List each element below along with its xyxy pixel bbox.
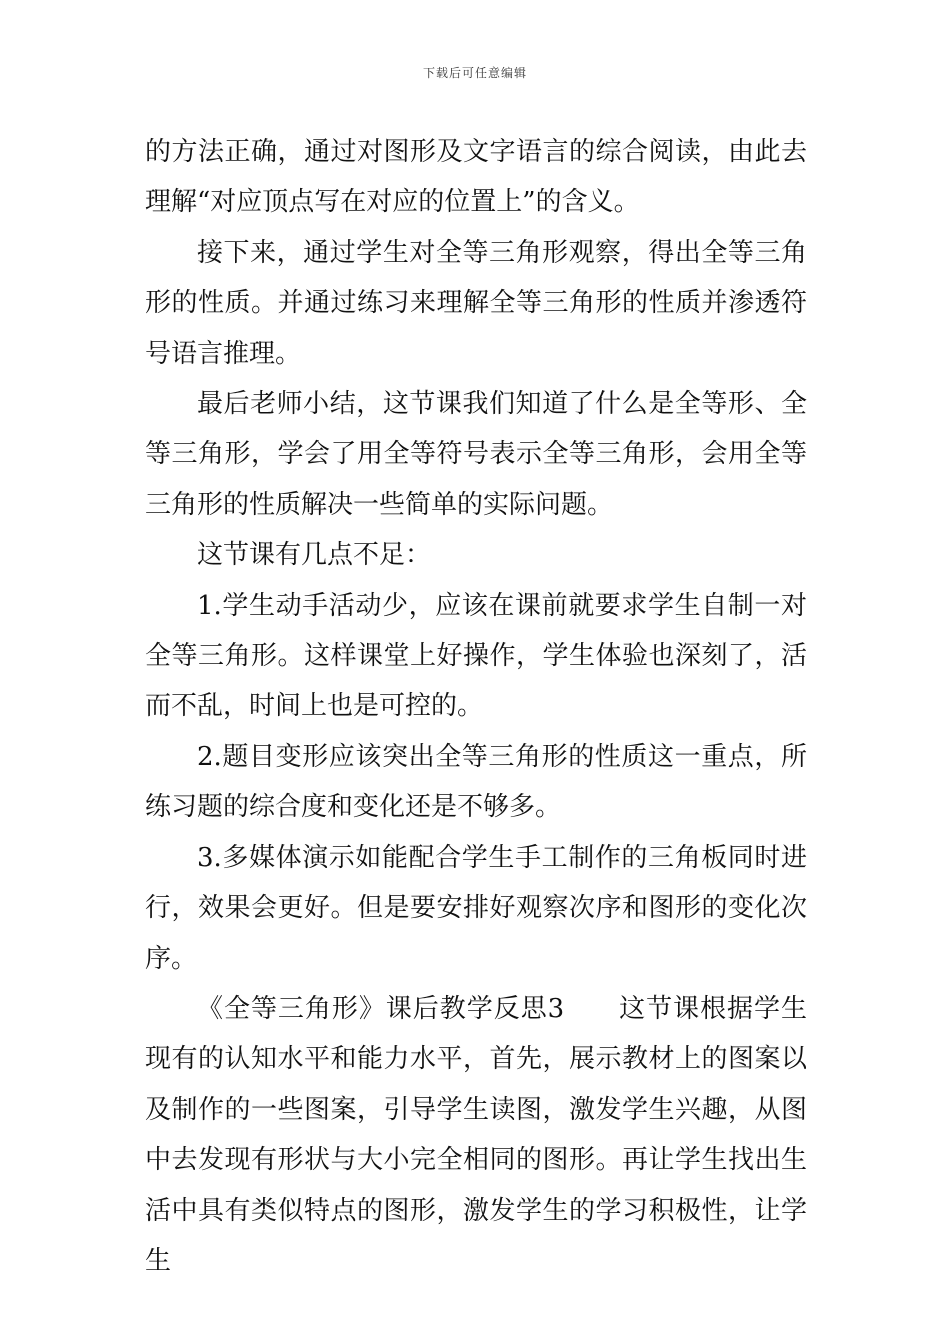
paragraph-4: 这节课有几点不足：	[197, 540, 432, 571]
page-header-note: 下载后可任意编辑	[422, 66, 527, 80]
paragraph-2: 接下来，通过学生对全等三角形观察，得出全等三角形的性质。并通过练习来理解全等三角形的性质并渗透符号语言推理。	[145, 237, 807, 369]
paragraph-5: 1.学生动手活动少，应该在课前就要求学生自制一对全等三角形。这样课堂上好操作，学生体验也深刻了，活而不乱，时间上也是可控的。	[145, 590, 807, 722]
paragraph-8: 《全等三角形》课后教学反思3 这节课根据学生现有的认知水平和能力水平，首先，展示教材上的图案以及制作的一些图案，引导学生读图，激发学生兴趣，从图中去发现有形状与大小完全相同的图形。再让学生找出生活中具有类似特点的图形，激发学生的学习积极性，让学生	[145, 993, 807, 1276]
paragraph-3: 最后老师小结，这节课我们知道了什么是全等形、全等三角形，学会了用全等符号表示全等三角形，会用全等三角形的性质解决一些简单的实际问题。	[145, 389, 807, 520]
paragraph-7: 3.多媒体演示如能配合学生手工制作的三角板同时进行，效果会更好。但是要安排好观察次序和图形的变化次序。	[145, 842, 807, 974]
paragraph-6: 2.题目变形应该突出全等三角形的性质这一重点，所练习题的综合度和变化还是不够多。	[145, 741, 807, 823]
paragraph-1: 的方法正确，通过对图形及文字语言的综合阅读，由此去理解“对应顶点写在对应的位置上”的含义。	[145, 137, 807, 218]
document-body	[145, 127, 807, 1286]
